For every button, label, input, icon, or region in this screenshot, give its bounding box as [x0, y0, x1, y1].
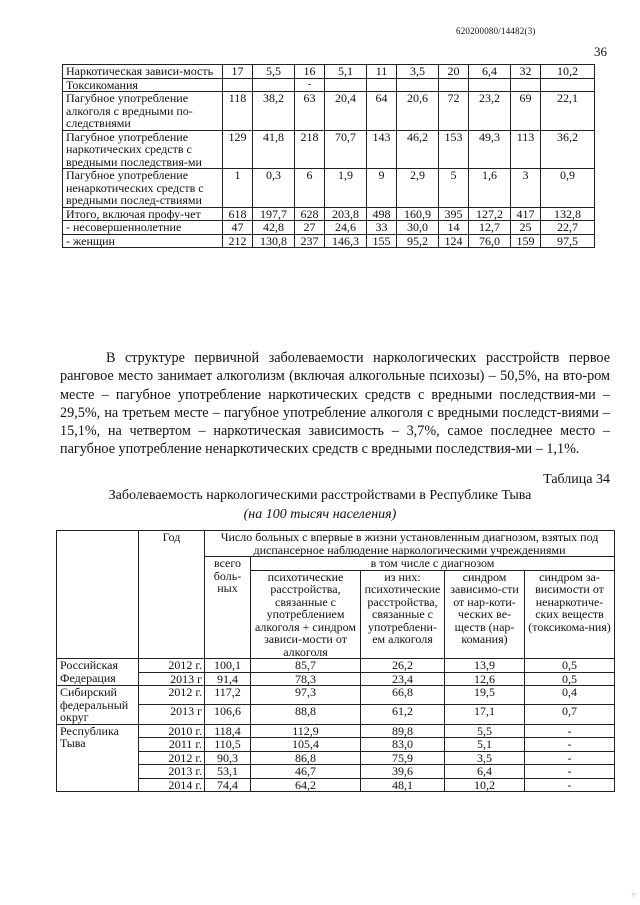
- table-row: [63, 169, 595, 208]
- value-cell: 64,2: [251, 778, 361, 792]
- value-cell: 49,3: [469, 130, 511, 169]
- value-cell: 5: [439, 169, 469, 208]
- value-cell: [511, 78, 541, 92]
- value-cell: 6,4: [469, 65, 511, 79]
- value-cell: 143: [367, 130, 397, 169]
- header-region-cell: [57, 531, 139, 557]
- year-cell: 2012 г.: [139, 686, 205, 705]
- value-cell: 1,6: [469, 169, 511, 208]
- value-cell: 110,5: [205, 738, 251, 752]
- header-total: всего боль-ных: [205, 557, 251, 659]
- value-cell: 46,2: [397, 130, 439, 169]
- row-label: - несовершеннолетние: [63, 221, 223, 235]
- value-cell: 83,0: [361, 738, 445, 752]
- value-cell: -: [295, 78, 325, 92]
- value-cell: 25: [511, 221, 541, 235]
- value-cell: 618: [223, 207, 253, 221]
- value-cell: 46,7: [251, 765, 361, 779]
- value-cell: 155: [367, 234, 397, 248]
- value-cell: 5,1: [445, 738, 525, 752]
- row-label: Токсикомания: [63, 78, 223, 92]
- table-row: [63, 65, 595, 79]
- year-cell: 2012 г.: [139, 751, 205, 765]
- value-cell: 64: [367, 92, 397, 131]
- header-blank: [57, 557, 139, 571]
- value-cell: 27: [295, 221, 325, 235]
- value-cell: 32: [511, 65, 541, 79]
- value-cell: 5,5: [445, 724, 525, 738]
- header-year: Год: [139, 531, 205, 557]
- value-cell: 38,2: [253, 92, 295, 131]
- value-cell: 22,7: [541, 221, 595, 235]
- year-cell: 2014 г.: [139, 778, 205, 792]
- value-cell: 203,8: [325, 207, 367, 221]
- value-cell: 20: [439, 65, 469, 79]
- table-row: [63, 207, 595, 221]
- value-cell: 88,8: [251, 705, 361, 724]
- value-cell: 10,2: [541, 65, 595, 79]
- value-cell: [439, 78, 469, 92]
- value-cell: 12,7: [469, 221, 511, 235]
- value-cell: 75,9: [361, 751, 445, 765]
- table-row: [57, 705, 615, 724]
- table-row: [57, 738, 615, 752]
- value-cell: 17: [223, 65, 253, 79]
- value-cell: 130,8: [253, 234, 295, 248]
- value-cell: 97,3: [251, 686, 361, 705]
- header-group: Число больных с впервые в жизни установленным диагнозом, взятых под диспансерное наблюдение наркологическими учреждениями: [205, 531, 615, 557]
- row-label: Пагубное употребление ненаркотических средств с вредными послед-ствиями: [63, 169, 223, 208]
- year-cell: 2013 г: [139, 672, 205, 686]
- value-cell: -: [525, 724, 615, 738]
- narcology-morbidity-table: [56, 530, 615, 792]
- value-cell: 78,3: [251, 672, 361, 686]
- region-name: Республика Тыва: [57, 724, 139, 792]
- value-cell: 118,4: [205, 724, 251, 738]
- table-subtitle: (на 100 тысяч населения): [243, 507, 397, 522]
- region-name: Сибирский федеральный округ: [57, 686, 139, 725]
- value-cell: 66,8: [361, 686, 445, 705]
- table-row: [57, 672, 615, 686]
- value-cell: 197,7: [253, 207, 295, 221]
- value-cell: 395: [439, 207, 469, 221]
- value-cell: 91,4: [205, 672, 251, 686]
- value-cell: 498: [367, 207, 397, 221]
- value-cell: 9: [367, 169, 397, 208]
- year-cell: 2010 г.: [139, 724, 205, 738]
- value-cell: 97,5: [541, 234, 595, 248]
- header-blank: [57, 570, 139, 659]
- region-name: Российская Федерация: [57, 659, 139, 686]
- value-cell: 39,6: [361, 765, 445, 779]
- year-cell: 2011 г.: [139, 738, 205, 752]
- table-row: [57, 778, 615, 792]
- value-cell: 146,3: [325, 234, 367, 248]
- value-cell: 124: [439, 234, 469, 248]
- value-cell: [469, 78, 511, 92]
- value-cell: 6,4: [445, 765, 525, 779]
- value-cell: 63: [295, 92, 325, 131]
- row-label: Пагубное употребление наркотических средств с вредными последствия-ми: [63, 130, 223, 169]
- header-alcohol-psychoses: из них: психотические расстройства, связанные с употреблени-ем алкоголя: [361, 570, 445, 659]
- value-cell: 3,5: [445, 751, 525, 765]
- value-cell: -: [525, 751, 615, 765]
- value-cell: 132,8: [541, 207, 595, 221]
- value-cell: 20,6: [397, 92, 439, 131]
- table-row: [57, 765, 615, 779]
- table-row: [63, 78, 595, 92]
- value-cell: 127,2: [469, 207, 511, 221]
- value-cell: 33: [367, 221, 397, 235]
- value-cell: 11: [367, 65, 397, 79]
- header-toxicomania: синдром за-висимости от ненаркотиче-ских веществ (токсикома-ния): [525, 570, 615, 659]
- value-cell: 42,8: [253, 221, 295, 235]
- value-cell: 0,5: [525, 672, 615, 686]
- value-cell: 237: [295, 234, 325, 248]
- page-corner-mark: ○: [631, 890, 636, 899]
- header-blank: [139, 570, 205, 659]
- value-cell: 13,9: [445, 659, 525, 673]
- value-cell: 1: [223, 169, 253, 208]
- header-alcohol: психотические расстройства, связанные с употреблением алкоголя + синдром зависи-мости от алкоголя: [251, 570, 361, 659]
- value-cell: 160,9: [397, 207, 439, 221]
- value-cell: 628: [295, 207, 325, 221]
- row-label: - женщин: [63, 234, 223, 248]
- value-cell: 76,0: [469, 234, 511, 248]
- value-cell: 113: [511, 130, 541, 169]
- value-cell: 417: [511, 207, 541, 221]
- table-row: [63, 92, 595, 131]
- table-title: Заболеваемость наркологическими расстройствами в Республике Тыва: [108, 488, 532, 503]
- value-cell: 20,4: [325, 92, 367, 131]
- value-cell: -: [525, 778, 615, 792]
- row-label: Наркотическая зависи-мость: [63, 65, 223, 79]
- structure-paragraph: В структуре первичной заболеваемости наркологических расстройств первое ранговое место занимает алкоголизм (включая алкогольные психозы) – 50,5%, на вто-ром месте – пагубное употребление наркотических средств с вредными последствия-ми – 29,5%, на третьем месте – пагубное употребление алкоголя с вредными последст-виями – 15,1%, на четвертом – наркотическая зависимость – 3,7%, самое последнее место – пагубное употребление ненаркотических средств с вредными последствия-ми – 1,1%.: [60, 350, 610, 458]
- table-row: [57, 751, 615, 765]
- value-cell: 90,3: [205, 751, 251, 765]
- value-cell: [325, 78, 367, 92]
- value-cell: 72: [439, 92, 469, 131]
- value-cell: 19,5: [445, 686, 525, 705]
- year-cell: 2013 г.: [139, 765, 205, 779]
- value-cell: 0,7: [525, 705, 615, 724]
- value-cell: 12,6: [445, 672, 525, 686]
- value-cell: 0,9: [541, 169, 595, 208]
- table-row: [63, 130, 595, 169]
- value-cell: 118: [223, 92, 253, 131]
- value-cell: 26,2: [361, 659, 445, 673]
- table-caption: Таблица 34: [543, 472, 610, 487]
- table-row: [57, 724, 615, 738]
- value-cell: [223, 78, 253, 92]
- row-label: Пагубное употребление алкоголя с вредными по-следствиями: [63, 92, 223, 131]
- value-cell: 5,5: [253, 65, 295, 79]
- value-cell: 0,5: [525, 659, 615, 673]
- value-cell: 61,2: [361, 705, 445, 724]
- value-cell: 30,0: [397, 221, 439, 235]
- value-cell: 218: [295, 130, 325, 169]
- value-cell: 117,2: [205, 686, 251, 705]
- value-cell: 41,8: [253, 130, 295, 169]
- value-cell: 0,4: [525, 686, 615, 705]
- value-cell: 69: [511, 92, 541, 131]
- value-cell: 6: [295, 169, 325, 208]
- table-row: [63, 234, 595, 248]
- value-cell: 70,7: [325, 130, 367, 169]
- document-id: 620200080/14482(3): [456, 26, 536, 36]
- table-row: [57, 659, 615, 673]
- value-cell: 1,9: [325, 169, 367, 208]
- value-cell: [541, 78, 595, 92]
- value-cell: 129: [223, 130, 253, 169]
- row-label: Итого, включая профу-чет: [63, 207, 223, 221]
- morbidity-continuation-table: [62, 64, 595, 248]
- value-cell: 17,1: [445, 705, 525, 724]
- value-cell: 159: [511, 234, 541, 248]
- value-cell: 86,8: [251, 751, 361, 765]
- value-cell: 23,2: [469, 92, 511, 131]
- value-cell: 74,4: [205, 778, 251, 792]
- value-cell: 48,1: [361, 778, 445, 792]
- value-cell: 112,9: [251, 724, 361, 738]
- value-cell: 0,3: [253, 169, 295, 208]
- table-row: [63, 221, 595, 235]
- value-cell: -: [525, 765, 615, 779]
- value-cell: 36,2: [541, 130, 595, 169]
- value-cell: 16: [295, 65, 325, 79]
- value-cell: 10,2: [445, 778, 525, 792]
- value-cell: 22,1: [541, 92, 595, 131]
- page-number: 36: [594, 44, 607, 59]
- value-cell: 106,6: [205, 705, 251, 724]
- value-cell: 212: [223, 234, 253, 248]
- header-narcomania: синдром зависимо-сти от нар-коти-ческих ве-ществ (нар-комания): [445, 570, 525, 659]
- value-cell: 47: [223, 221, 253, 235]
- value-cell: 53,1: [205, 765, 251, 779]
- value-cell: 5,1: [325, 65, 367, 79]
- value-cell: 14: [439, 221, 469, 235]
- value-cell: [253, 78, 295, 92]
- value-cell: 89,8: [361, 724, 445, 738]
- value-cell: 23,4: [361, 672, 445, 686]
- value-cell: 100,1: [205, 659, 251, 673]
- value-cell: 24,6: [325, 221, 367, 235]
- table-row: [57, 686, 615, 705]
- value-cell: 3,5: [397, 65, 439, 79]
- value-cell: 95,2: [397, 234, 439, 248]
- value-cell: 3: [511, 169, 541, 208]
- value-cell: [397, 78, 439, 92]
- year-cell: 2013 г: [139, 705, 205, 724]
- value-cell: 153: [439, 130, 469, 169]
- value-cell: 105,4: [251, 738, 361, 752]
- value-cell: 2,9: [397, 169, 439, 208]
- year-cell: 2012 г.: [139, 659, 205, 673]
- value-cell: 85,7: [251, 659, 361, 673]
- value-cell: [367, 78, 397, 92]
- header-blank: [139, 557, 205, 571]
- value-cell: -: [525, 738, 615, 752]
- header-including: в том числе с диагнозом: [251, 557, 615, 571]
